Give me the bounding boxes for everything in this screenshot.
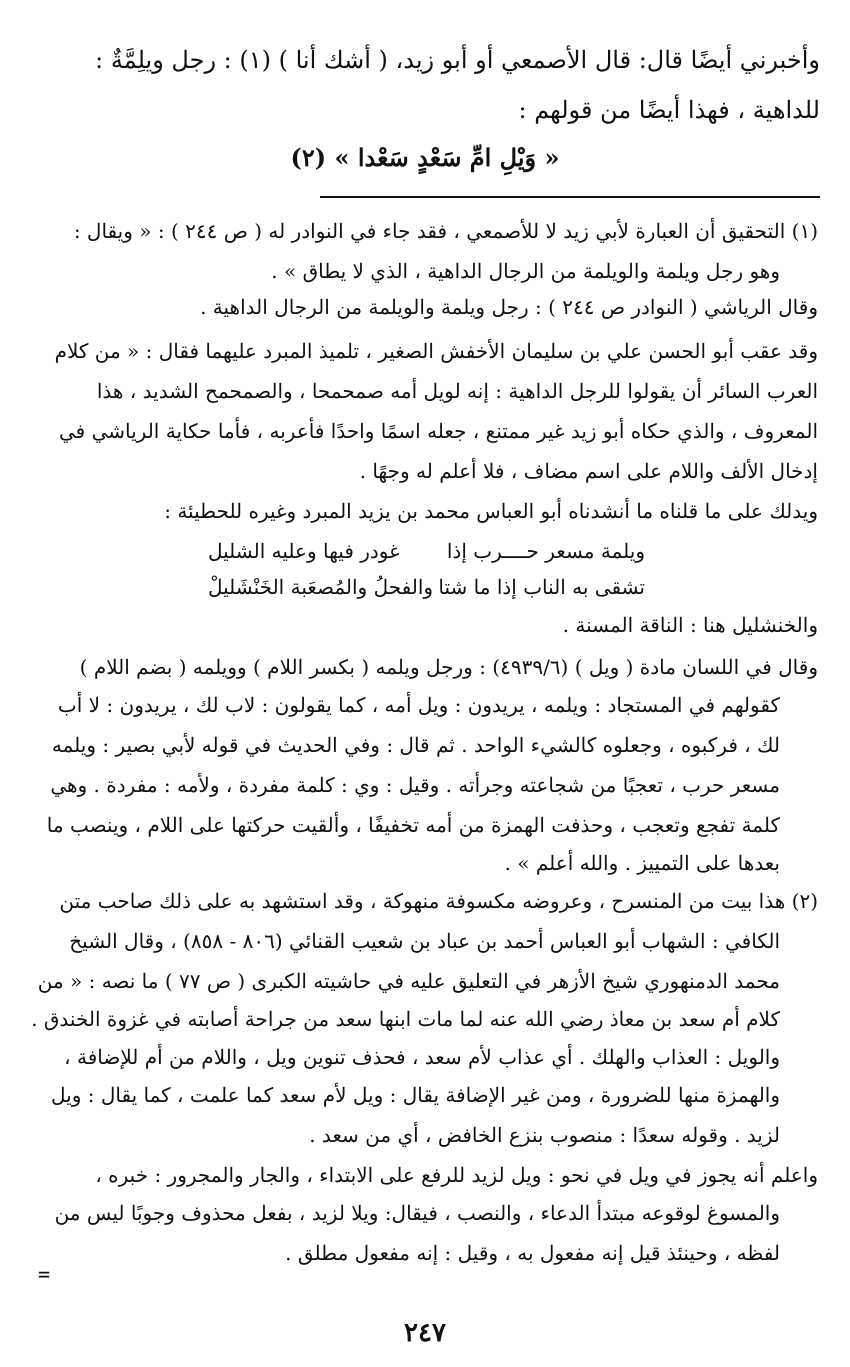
- footnote-line: وقد عقب أبو الحسن علي بن سليمان الأخفش الصغير ، تلميذ المبرد عليهما فقال : « من كلام: [54, 339, 818, 363]
- margin-mark: =: [38, 1262, 51, 1286]
- footnote-line: مسعر حرب ، تعجبًا من شجاعته وجرأته . وقيل : وي : كلمة مفردة ، ولأمه : مفردة . وهي: [50, 773, 780, 797]
- footnote-line: كقولهم في المستجاد : ويلمه ، يريدون : ويل أمه ، كما يقولون : لاب لك ، يريدون : لا أب: [57, 693, 780, 717]
- footnote-line: والخنشليل هنا : الناقة المسنة .: [562, 613, 818, 637]
- verse-hemistich: تشقى به الناب إذا ما شتا: [438, 575, 645, 599]
- footnote-line: كلام أم سعد بن معاذ رضي الله عنه لما مات ابنها سعد من جراحة أصابته في غزوة الخندق .: [31, 1007, 780, 1031]
- footnote-line: وقال في اللسان مادة ( ويل ) (٤٩٣٩/٦) : ورجل ويلمه ( بكسر اللام ) وويلمه ( بضم اللام ): [79, 655, 818, 679]
- footnote-line: لك ، فركبوه ، وجعلوه كالشيء الواحد . ثم قال : وفي الحديث في قوله لأبي بصير : ويلمه: [51, 733, 780, 757]
- footnote-line: والمسوغ لوقوعه مبتدأ الدعاء ، والنصب ، فيقال: ويلا لزيد ، بفعل محذوف وجوبًا ليس من: [54, 1201, 780, 1225]
- main-text-line: وأخبرني أيضًا قال: قال الأصمعي أو أبو زيد، ( أشك أنا ) (١) : رجل ويلِمَّةٌ :: [95, 46, 820, 74]
- footnote-line: الكافي : الشهاب أبو العباس أحمد بن عباد بن شعيب القنائي (٨٠٦ - ٨٥٨) ، وقال الشيخ: [69, 929, 780, 953]
- footnote-line: العرب السائر أن يقولوا للرجل الداهية : إنه لويل أمه صمحمحا ، والصمحمح الشديد ، هذا: [96, 379, 818, 403]
- footnote-line: (١) التحقيق أن العبارة لأبي زيد لا للأصمعي ، فقد جاء في النوادر له ( ص ٢٤٤ ) : « ويقال :: [73, 219, 818, 243]
- footnote-line: والويل : العذاب والهلك . أي عذاب لأم سعد ، فحذف تنوين ويل ، واللام من أم للإضافة ،: [64, 1045, 780, 1069]
- verse-quote: « وَيْلِ امِّ سَعْدٍ سَعْدا » (٢): [290, 143, 560, 172]
- verse-hemistich: ويلمة مسعر حــــرب إذا: [446, 539, 645, 563]
- main-text-line: للداهية ، فهذا أيضًا من قولهم :: [518, 96, 820, 124]
- page-number: ٢٤٧: [404, 1318, 446, 1348]
- footnote-line: واعلم أنه يجوز في ويل في نحو : ويل لزيد للرفع على الابتداء ، والجار والمجرور : خبره ،: [95, 1163, 818, 1187]
- footnote-line: وقال الرياشي ( النوادر ص ٢٤٤ ) : رجل ويلمة والويلمة من الرجال الداهية .: [200, 295, 818, 319]
- footnote-line: لزيد . وقوله سعدًا : منصوب بنزع الخافض ، أي من سعد .: [309, 1123, 780, 1147]
- footnote-line: ويدلك على ما قلناه ما أنشدناه أبو العباس محمد بن يزيد المبرد وغيره للحطيئة :: [164, 499, 818, 523]
- verse-hemistich: والفحلُ والمُصعَبة الخَنْشَليلْ: [208, 575, 434, 599]
- footnote-line: بعدها على التمييز . والله أعلم » .: [504, 851, 780, 875]
- verse-hemistich: غودر فيها وعليه الشليل: [208, 539, 400, 563]
- footnote-line: محمد الدمنهوري شيخ الأزهر في التعليق عليه في حاشيته الكبرى ( ص ٧٧ ) ما نصه : « من: [37, 969, 780, 993]
- footnote-line: والهمزة منها للضرورة ، ومن غير الإضافة يقال : ويل لأم سعد كما علمت ، كما يقال : ويل: [51, 1083, 780, 1107]
- footnote-line: إدخال الألف واللام على اسم مضاف ، فلا أعلم له وجهًا .: [359, 459, 818, 483]
- footnote-line: المعروف ، والذي حكاه أبو زيد غير ممتنع ، جعله اسمًا واحدًا فأعربه ، فأما حكاية الرياشي في: [59, 419, 818, 443]
- footnote-separator: [320, 196, 820, 198]
- footnote-line: (٢) هذا بيت من المنسرح ، وعروضه مكسوفة منهوكة ، وقد استشهد به على ذلك صاحب متن: [59, 889, 818, 913]
- footnote-line: كلمة تفجع وتعجب ، وحذفت الهمزة من أمه تخفيفًا ، وألقيت حركتها على اللام ، وينصب ما: [46, 813, 780, 837]
- footnote-line: وهو رجل ويلمة والويلمة من الرجال الداهية ، الذي لا يطاق » .: [271, 259, 780, 283]
- footnote-line: لفظه ، وحينئذ قيل إنه مفعول به ، وقيل : إنه مفعول مطلق .: [285, 1241, 780, 1265]
